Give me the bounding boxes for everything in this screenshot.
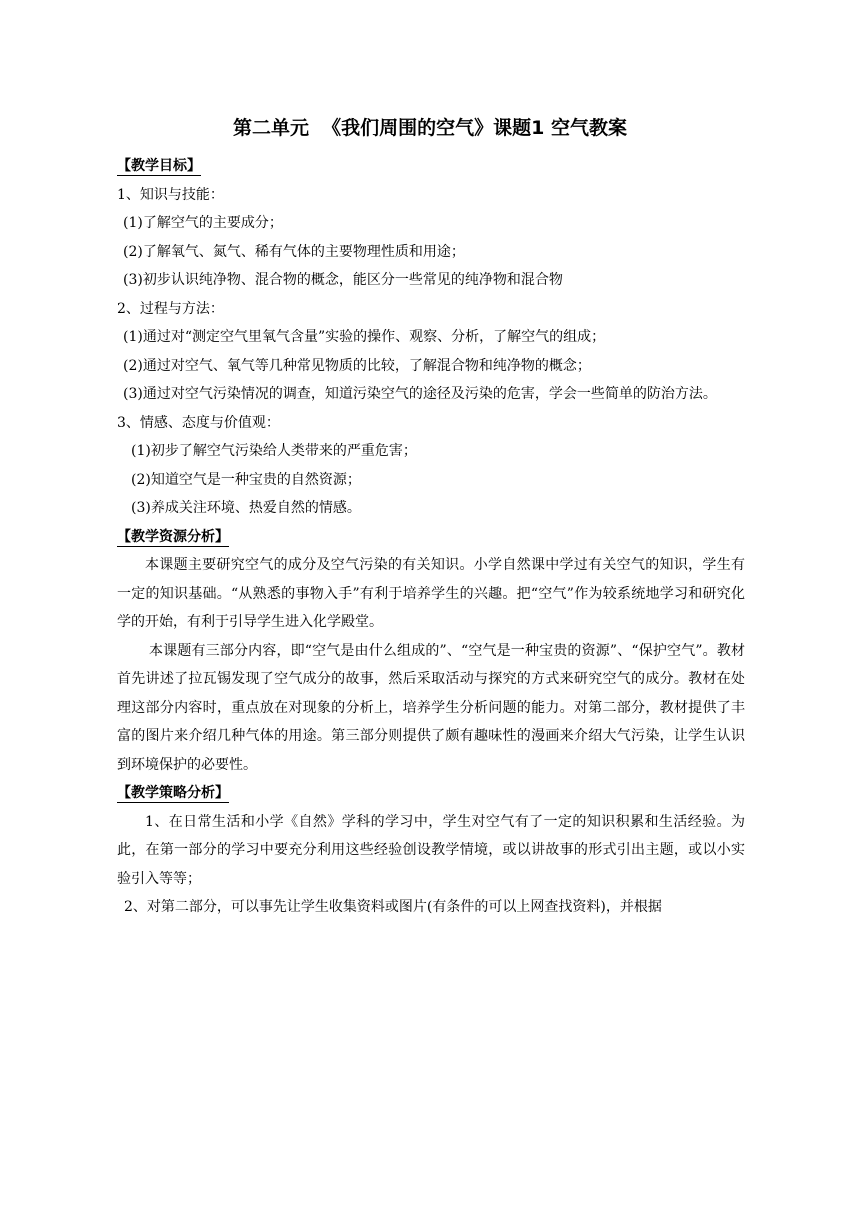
- list-item: (2)知道空气是一种宝贵的自然资源；: [131, 471, 361, 488]
- paragraph: 本课题主要研究空气的成分及空气污染的有关知识。小学自然课中学过有关空气的知识，学生有一定的知识基础。“从熟悉的事物入手”有利于培养学生的兴趣。把“空气”作为较系统地学习和研究化学的开始，有利于引导学生进入化学殿堂。: [117, 557, 745, 630]
- process-heading: 2、过程与方法：: [117, 300, 224, 317]
- emotion-heading: 3、情感、态度与价值观：: [117, 414, 280, 431]
- page-title: 第二单元 《我们周围的空气》课题1 空气教案: [232, 117, 628, 139]
- list-item: (2)了解氧气、氮气、稀有气体的主要物理性质和用途；: [123, 243, 465, 260]
- list-item: (1)了解空气的主要成分；: [123, 215, 283, 231]
- list-item: (1)初步了解空气污染给人类带来的严重危害；: [131, 443, 417, 459]
- paragraph: 本课题有三部分内容，即“空气是由什么组成的”、“空气是一种宝贵的资源”、“保护空气”。教材首先讲述了拉瓦锡发现了空气成分的故事，然后采取活动与探究的方式来研究空气的成分。教材在处理这部分内容时，重点放在对现象的分析上，培养学生分析问题的能力。对第二部分，教材提供了丰富的图片来介绍几种气体的用途。第三部分则提供了颇有趣味性的漫画来介绍大气污染，让学生认识到环境保护的必要性。: [117, 642, 745, 773]
- section-heading-strategy: 【教学策略分析】: [117, 785, 229, 801]
- list-item: (3)初步认识纯净物、混合物的概念，能区分一些常见的纯净物和混合物: [123, 272, 563, 288]
- section-heading-objectives: 【教学目标】: [117, 158, 201, 174]
- list-item: (3)通过对空气污染情况的调查，知道污染空气的途径及污染的危害，学会一些简单的防治方法。: [123, 386, 717, 402]
- section-heading-resources: 【教学资源分析】: [117, 528, 229, 545]
- document-body: [117, 152, 745, 922]
- knowledge-heading: 1、知识与技能：: [117, 186, 224, 203]
- list-item: (2)通过对空气、氧气等几种常见物质的比较，了解混合物和纯净物的概念；: [123, 357, 591, 374]
- paragraph: 2、对第二部分，可以事先让学生收集资料或图片(有条件的可以上网查找资料)，并根据: [124, 899, 662, 915]
- list-item: (3)养成关注环境、热爱自然的情感。: [131, 500, 361, 516]
- paragraph: 1、在日常生活和小学《自然》学科的学习中，学生对空气有了一定的知识积累和生活经验。为此，在第一部分的学习中要充分利用这些经验创设教学情境，或以讲故事的形式引出主题，或以小实验引入等等；: [117, 813, 745, 887]
- list-item: (1)通过对“测定空气里氧气含量”实验的操作、观察、分析，了解空气的组成；: [123, 329, 606, 345]
